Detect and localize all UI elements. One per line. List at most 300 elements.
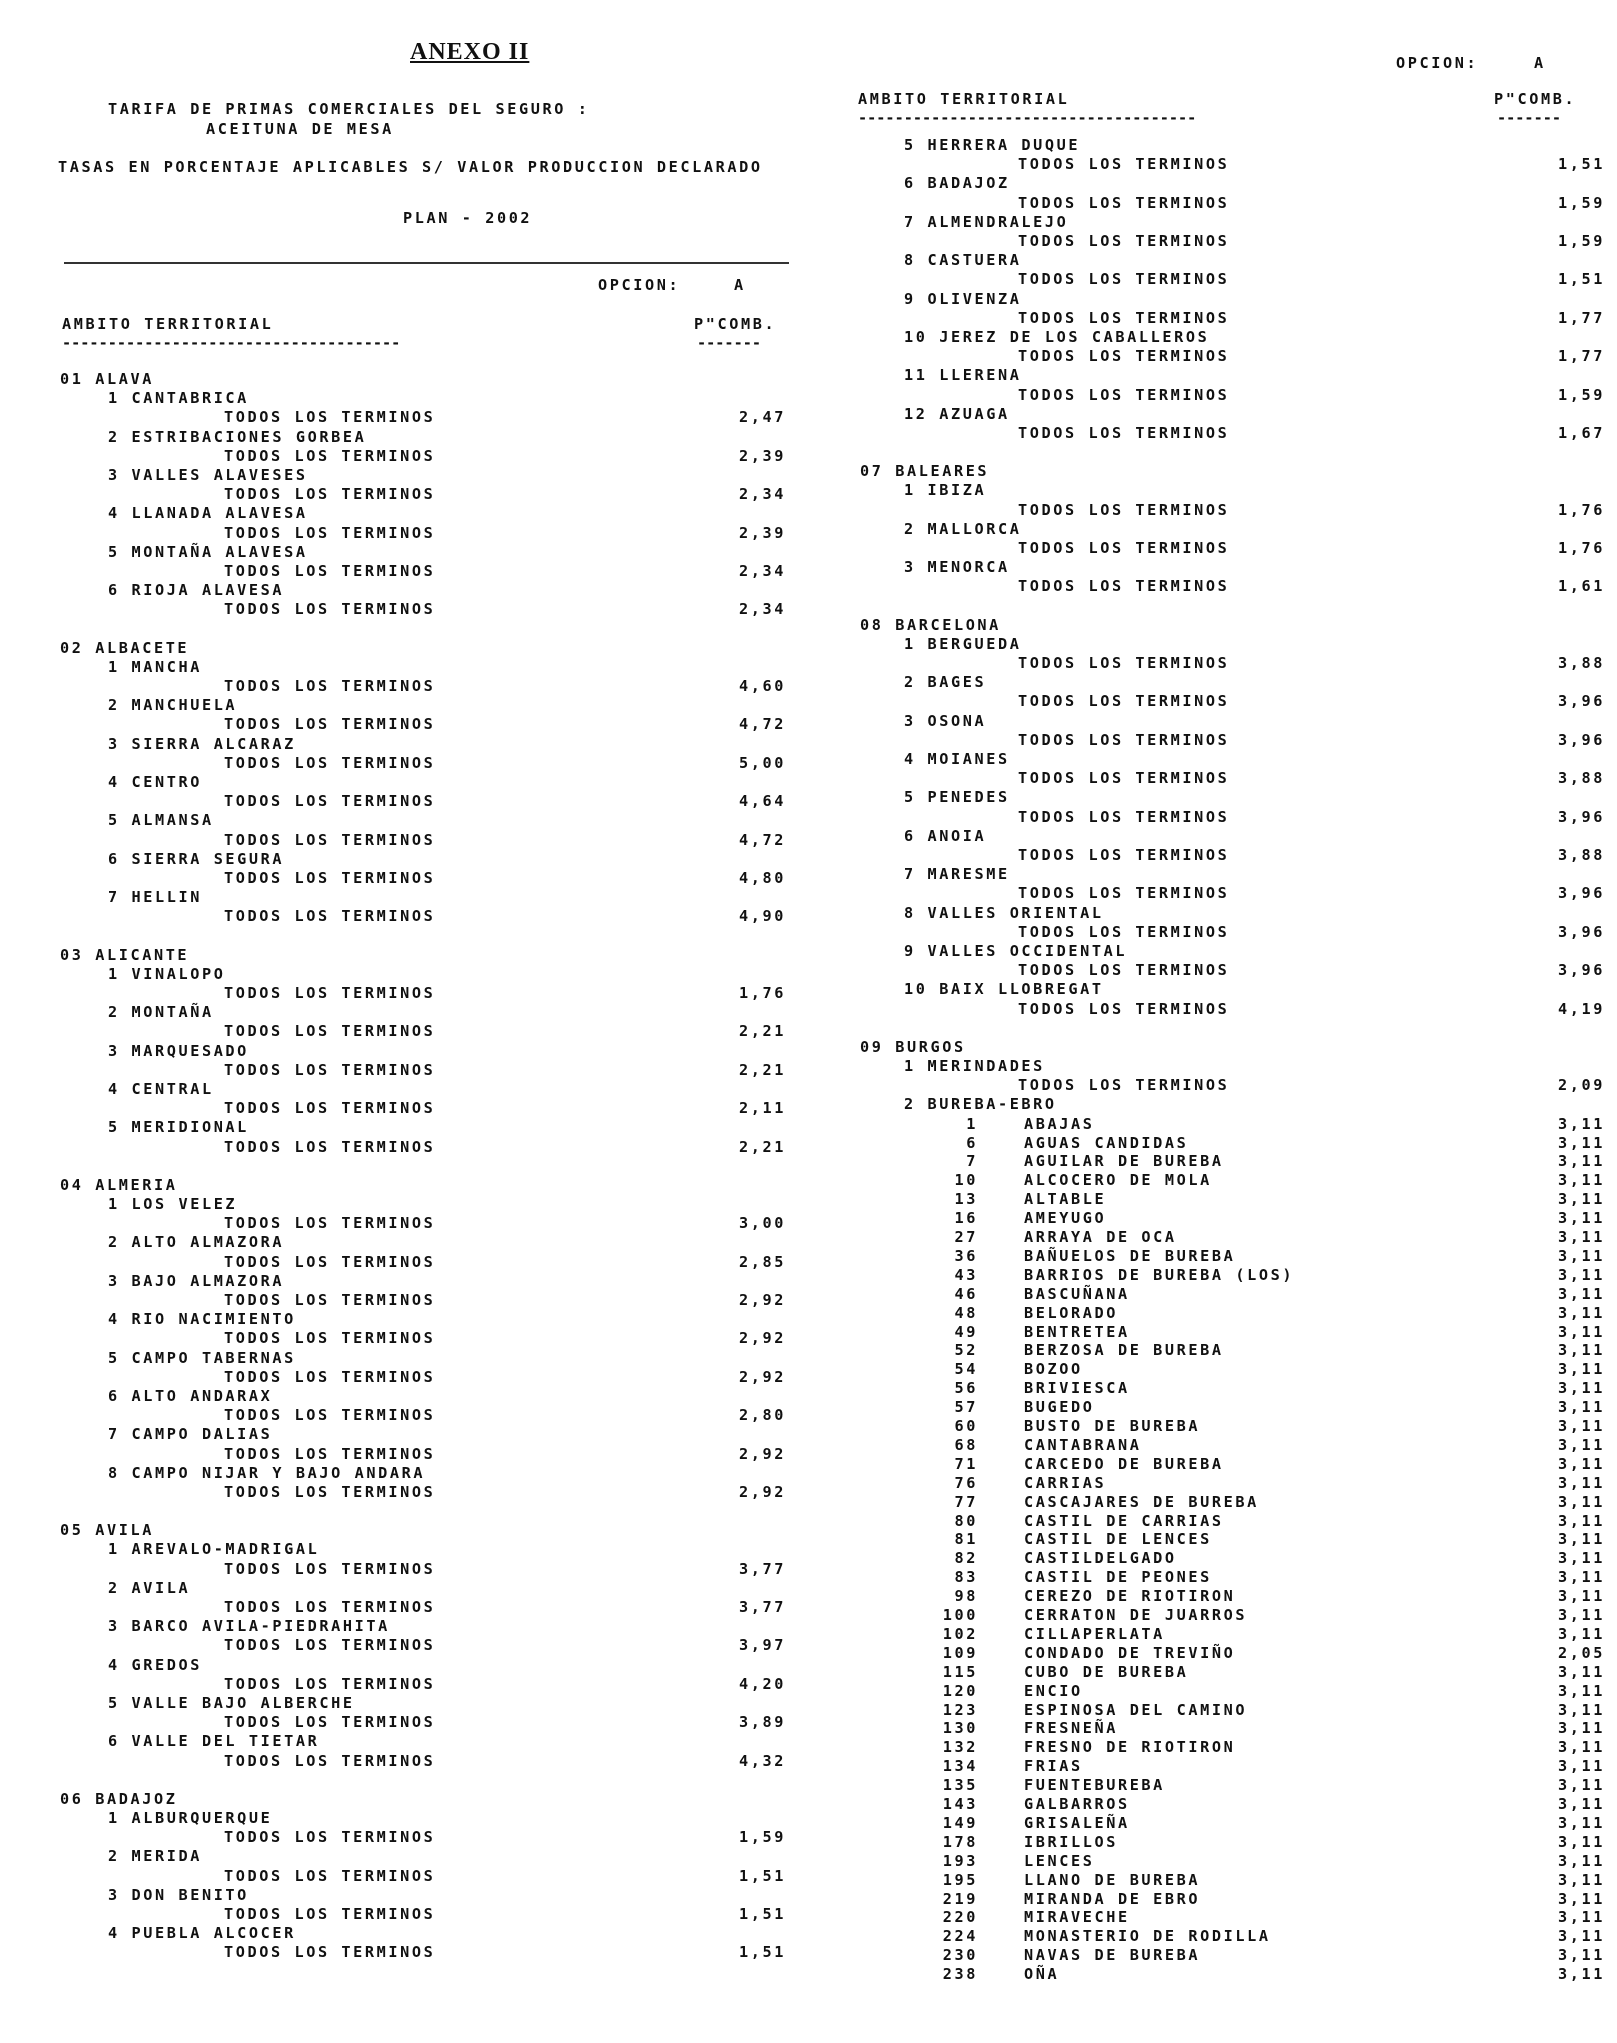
municipality-row — [800, 1285, 1617, 1304]
terminos-label: TODOS LOS TERMINOS — [224, 1252, 436, 1271]
comarca-name: 2 AVILA — [108, 1578, 191, 1597]
comarca-row — [0, 1118, 800, 1137]
rate-value: 3,96 — [1558, 692, 1605, 711]
rate-value: 2,11 — [739, 1099, 786, 1118]
subtitle: TASAS EN PORCENTAJE APLICABLES S/ VALOR PRODUCCION DECLARADO — [58, 158, 763, 176]
rate-value: 2,92 — [739, 1444, 786, 1463]
municipality-code: 80 — [954, 1511, 978, 1530]
rate-value: 3,11 — [1558, 1662, 1605, 1681]
rate-value: 3,11 — [1558, 1738, 1605, 1757]
comarca-name: 2 BAGES — [904, 673, 987, 692]
rate-value: 3,11 — [1558, 1303, 1605, 1322]
terminos-label: TODOS LOS TERMINOS — [1018, 654, 1230, 672]
rate-value: 3,11 — [1558, 1246, 1605, 1265]
municipality-code: 36 — [954, 1246, 978, 1265]
terminos-row — [0, 1329, 800, 1348]
comarca-name: 3 MARQUESADO — [108, 1041, 249, 1060]
comarca-name: 1 VINALOPO — [108, 964, 226, 983]
municipality-name: ALCOCERO DE MOLA — [1024, 1171, 1212, 1190]
rate-value: 3,11 — [1558, 1209, 1605, 1228]
terminos-row — [0, 1713, 800, 1732]
municipality-code: 224 — [942, 1927, 978, 1946]
terminos-label: TODOS LOS TERMINOS — [224, 600, 436, 619]
option-label-right: OPCION: — [1396, 54, 1479, 72]
municipality-code: 71 — [954, 1454, 978, 1473]
rate-value: 2,92 — [739, 1483, 786, 1501]
terminos-label: TODOS LOS TERMINOS — [224, 1406, 436, 1425]
comarca-name: 3 OSONA — [904, 711, 987, 730]
municipality-name: BERZOSA DE BUREBA — [1024, 1341, 1224, 1360]
rate-value: 3,89 — [739, 1713, 786, 1732]
rate-value: 1,51 — [739, 1905, 786, 1923]
terminos-label: TODOS LOS TERMINOS — [224, 408, 436, 427]
comarca-row — [0, 773, 800, 792]
rate-value: 3,11 — [1558, 1530, 1605, 1549]
column-header-comb-right: P"COMB. — [1494, 90, 1577, 108]
rate-value: 3,11 — [1558, 1851, 1605, 1870]
municipality-code: 82 — [954, 1549, 978, 1568]
rate-value: 2,09 — [1558, 1076, 1605, 1095]
comarca-row — [800, 942, 1617, 961]
province-row — [800, 1038, 1617, 1057]
municipality-code: 76 — [954, 1473, 978, 1492]
comarca-row — [800, 904, 1617, 923]
rate-value: 2,34 — [739, 600, 786, 619]
comarca-name: 2 MONTAÑA — [108, 1003, 214, 1022]
comarca-name: 3 VALLES ALAVESES — [108, 466, 308, 484]
province-row — [0, 370, 800, 389]
comarca-name: 1 CANTABRICA — [108, 389, 249, 408]
municipality-row — [800, 1190, 1617, 1209]
municipality-name: CASTIL DE PEONES — [1024, 1568, 1212, 1587]
comarca-name: 6 BADAJOZ — [904, 174, 1010, 193]
province-name: 09 BURGOS — [860, 1037, 966, 1056]
municipality-name: CASTILDELGADO — [1024, 1549, 1177, 1568]
comarca-name: 1 MANCHA — [108, 657, 202, 676]
municipality-name: FRESNEÑA — [1024, 1719, 1118, 1738]
municipality-name: BAÑUELOS DE BUREBA — [1024, 1246, 1236, 1265]
comarca-name: 4 GREDOS — [108, 1655, 202, 1674]
province-name: 05 AVILA — [60, 1521, 154, 1540]
terminos-row — [0, 1138, 800, 1157]
terminos-label: TODOS LOS TERMINOS — [224, 1636, 436, 1655]
municipality-code: 130 — [942, 1719, 978, 1738]
comarca-name: 2 ALTO ALMAZORA — [108, 1233, 285, 1252]
rate-value: 1,51 — [1558, 155, 1605, 174]
rate-value: 3,11 — [1558, 1379, 1605, 1398]
rate-value: 3,11 — [1558, 1190, 1605, 1209]
comarca-row — [0, 1694, 800, 1713]
rate-value: 3,11 — [1558, 1228, 1605, 1246]
comarca-row — [800, 405, 1617, 424]
terminos-label: TODOS LOS TERMINOS — [1018, 539, 1230, 557]
comarca-name: 2 MALLORCA — [904, 519, 1022, 538]
terminos-row — [0, 1828, 800, 1847]
municipality-row — [800, 1852, 1617, 1871]
municipality-row — [800, 1398, 1617, 1417]
terminos-row — [800, 692, 1617, 711]
rate-value: 3,11 — [1558, 1492, 1605, 1511]
rate-value: 4,60 — [739, 677, 786, 695]
comarca-name: 5 CAMPO TABERNAS — [108, 1348, 296, 1367]
rate-value: 1,59 — [1558, 385, 1605, 404]
municipality-row — [800, 1134, 1617, 1153]
terminos-row — [0, 1022, 800, 1041]
underline-comb-left: ------- — [697, 336, 762, 352]
municipality-code: 83 — [954, 1568, 978, 1587]
municipality-row — [800, 1701, 1617, 1720]
municipality-row — [800, 1814, 1617, 1833]
comarca-name: 4 CENTRO — [108, 773, 202, 791]
province-row — [0, 1790, 800, 1809]
comarca-name: 5 PENEDES — [904, 788, 1010, 807]
terminos-label: TODOS LOS TERMINOS — [224, 1060, 436, 1079]
terminos-label: TODOS LOS TERMINOS — [224, 1137, 436, 1156]
municipality-row — [800, 1474, 1617, 1493]
rate-value: 3,11 — [1558, 1473, 1605, 1492]
rate-value: 3,88 — [1558, 769, 1605, 788]
municipality-code: 238 — [942, 1965, 978, 1984]
comarca-row — [0, 543, 800, 562]
rate-value: 2,21 — [739, 1022, 786, 1041]
municipality-code: 6 — [966, 1133, 978, 1152]
municipality-code: 10 — [954, 1171, 978, 1190]
terminos-row — [800, 731, 1617, 750]
municipality-code: 1 — [966, 1114, 978, 1133]
municipality-code: 54 — [954, 1360, 978, 1379]
municipality-code: 143 — [942, 1795, 978, 1813]
terminos-label: TODOS LOS TERMINOS — [224, 1598, 436, 1616]
rate-value: 3,11 — [1558, 1265, 1605, 1284]
terminos-row — [0, 792, 800, 811]
option-label-left: OPCION: — [598, 276, 681, 294]
rate-value: 4,20 — [739, 1674, 786, 1693]
terminos-row — [0, 1867, 800, 1886]
terminos-label: TODOS LOS TERMINOS — [1018, 999, 1230, 1018]
title-line-2: ACEITUNA DE MESA — [206, 120, 394, 138]
terminos-label: TODOS LOS TERMINOS — [1018, 308, 1230, 327]
terminos-label: TODOS LOS TERMINOS — [224, 677, 436, 695]
comarca-name: 1 MERINDADES — [904, 1057, 1045, 1075]
municipality-row — [800, 1247, 1617, 1266]
rate-value: 3,11 — [1558, 1398, 1605, 1417]
terminos-label: TODOS LOS TERMINOS — [1018, 424, 1230, 442]
comarca-row — [0, 1464, 800, 1483]
municipality-row — [800, 1757, 1617, 1776]
terminos-row — [0, 485, 800, 504]
comarca-row — [0, 1349, 800, 1368]
comarca-row — [0, 696, 800, 715]
rate-value: 1,59 — [1558, 193, 1605, 212]
terminos-label: TODOS LOS TERMINOS — [224, 869, 436, 887]
comarca-row — [0, 1617, 800, 1636]
terminos-label: TODOS LOS TERMINOS — [1018, 961, 1230, 980]
municipality-row — [800, 1417, 1617, 1436]
comarca-name: 5 MERIDIONAL — [108, 1118, 249, 1137]
rate-value: 3,11 — [1558, 1587, 1605, 1606]
comarca-row — [800, 290, 1617, 309]
rate-value: 2,92 — [739, 1291, 786, 1309]
municipality-code: 43 — [954, 1265, 978, 1284]
comarca-name: 7 ALMENDRALEJO — [904, 212, 1069, 231]
terminos-row — [0, 447, 800, 466]
municipality-name: BELORADO — [1024, 1303, 1118, 1322]
comarca-row — [800, 788, 1617, 807]
terminos-row — [800, 347, 1617, 366]
province-name: 04 ALMERIA — [60, 1175, 178, 1194]
comarca-row — [800, 558, 1617, 577]
rate-value: 2,05 — [1558, 1643, 1605, 1662]
terminos-label: TODOS LOS TERMINOS — [224, 446, 436, 465]
comarca-row — [0, 735, 800, 754]
rate-value: 1,51 — [739, 1866, 786, 1885]
province-row — [0, 639, 800, 658]
comarca-row — [0, 1387, 800, 1406]
right-tariff-column — [800, 0, 1617, 2043]
terminos-label: TODOS LOS TERMINOS — [1018, 807, 1230, 826]
comarca-name: 8 VALLES ORIENTAL — [904, 903, 1104, 922]
rate-value: 3,11 — [1558, 1171, 1605, 1190]
municipality-row — [800, 1360, 1617, 1379]
comarca-row — [0, 1003, 800, 1022]
municipality-row — [800, 1682, 1617, 1701]
terminos-label: TODOS LOS TERMINOS — [224, 907, 436, 926]
municipality-code: 57 — [954, 1398, 978, 1417]
municipality-name: BUSTO DE BUREBA — [1024, 1417, 1201, 1435]
comarca-row — [0, 1847, 800, 1866]
terminos-row — [0, 869, 800, 888]
terminos-label: TODOS LOS TERMINOS — [224, 1444, 436, 1463]
comarca-row — [0, 1042, 800, 1061]
comarca-row — [800, 712, 1617, 731]
municipality-name: AMEYUGO — [1024, 1209, 1107, 1228]
comarca-name: 3 DON BENITO — [108, 1885, 249, 1904]
municipality-name: BASCUÑANA — [1024, 1284, 1130, 1303]
rate-value: 3,88 — [1558, 654, 1605, 672]
comarca-row — [800, 520, 1617, 539]
municipality-name: CUBO DE BUREBA — [1024, 1662, 1189, 1681]
terminos-label: TODOS LOS TERMINOS — [1018, 270, 1230, 289]
terminos-row — [0, 1675, 800, 1694]
comarca-row — [0, 581, 800, 600]
municipality-row — [800, 1776, 1617, 1795]
comarca-row — [800, 328, 1617, 347]
municipality-name: CASTIL DE LENCES — [1024, 1530, 1212, 1549]
comarca-name: 1 BERGUEDA — [904, 634, 1022, 653]
municipality-name: MIRAVECHE — [1024, 1908, 1130, 1927]
municipality-code: 102 — [942, 1624, 978, 1643]
comarca-row — [0, 1809, 800, 1828]
terminos-label: TODOS LOS TERMINOS — [1018, 155, 1230, 174]
municipality-code: 16 — [954, 1209, 978, 1228]
rate-value: 2,21 — [739, 1060, 786, 1079]
comarca-name: 6 RIOJA ALAVESA — [108, 581, 285, 600]
comarca-row — [0, 1886, 800, 1905]
rate-value: 3,11 — [1558, 1813, 1605, 1832]
municipality-row — [800, 1228, 1617, 1247]
comarca-row — [800, 251, 1617, 270]
rate-value: 3,11 — [1558, 1152, 1605, 1171]
annex-title: ANEXO II — [410, 39, 530, 65]
comarca-row — [800, 136, 1617, 155]
municipality-row — [800, 1323, 1617, 1342]
comarca-name: 11 LLERENA — [904, 366, 1022, 385]
municipality-code: 48 — [954, 1303, 978, 1322]
rate-value: 2,85 — [739, 1252, 786, 1271]
terminos-label: TODOS LOS TERMINOS — [224, 1866, 436, 1885]
rate-value: 4,32 — [739, 1751, 786, 1770]
terminos-row — [0, 1099, 800, 1118]
terminos-row — [800, 232, 1617, 251]
comarca-row — [800, 865, 1617, 884]
rate-value: 4,80 — [739, 869, 786, 887]
rate-value: 1,51 — [739, 1943, 786, 1962]
comarca-name: 4 RIO NACIMIENTO — [108, 1310, 296, 1329]
terminos-row — [0, 1943, 800, 1962]
terminos-row — [800, 769, 1617, 788]
province-row — [0, 946, 800, 965]
rate-value: 3,11 — [1558, 1700, 1605, 1719]
comarca-row — [0, 389, 800, 408]
comarca-name: 10 JEREZ DE LOS CABALLEROS — [904, 328, 1210, 346]
province-row — [0, 1176, 800, 1195]
comarca-row — [800, 174, 1617, 193]
rate-value: 3,11 — [1558, 1435, 1605, 1454]
municipality-name: BUGEDO — [1024, 1398, 1095, 1417]
comarca-name: 7 MARESME — [904, 865, 1010, 884]
terminos-label: TODOS LOS TERMINOS — [224, 1329, 436, 1348]
terminos-label: TODOS LOS TERMINOS — [1018, 884, 1230, 903]
comarca-row — [800, 750, 1617, 769]
comarca-name: 8 CAMPO NIJAR Y BAJO ANDARA — [108, 1463, 426, 1482]
municipality-row — [800, 1436, 1617, 1455]
terminos-row — [800, 194, 1617, 213]
terminos-row — [800, 386, 1617, 405]
rate-value: 1,67 — [1558, 424, 1605, 442]
rate-value: 4,19 — [1558, 999, 1605, 1018]
municipality-row — [800, 1530, 1617, 1549]
municipality-name: BENTRETEA — [1024, 1322, 1130, 1341]
comarca-name: 5 ALMANSA — [108, 811, 214, 830]
municipality-code: 115 — [942, 1662, 978, 1681]
comarca-name: 8 CASTUERA — [904, 251, 1022, 270]
terminos-label: TODOS LOS TERMINOS — [224, 1828, 436, 1847]
comarca-name: 3 BAJO ALMAZORA — [108, 1271, 285, 1290]
terminos-label: TODOS LOS TERMINOS — [224, 1943, 436, 1962]
terminos-row — [0, 1598, 800, 1617]
municipality-row — [800, 1455, 1617, 1474]
municipality-code: 193 — [942, 1851, 978, 1870]
rate-value: 1,77 — [1558, 347, 1605, 366]
comarca-row — [0, 504, 800, 523]
municipality-code: 149 — [942, 1813, 978, 1832]
underline-comb-right: ------- — [1497, 111, 1562, 127]
rate-value: 3,11 — [1558, 1965, 1605, 1984]
rate-value: 1,59 — [1558, 232, 1605, 250]
rate-value: 3,11 — [1558, 1511, 1605, 1530]
terminos-label: TODOS LOS TERMINOS — [1018, 232, 1230, 250]
municipality-name: BARRIOS DE BUREBA (LOS) — [1024, 1265, 1295, 1284]
comarca-name: 3 SIERRA ALCARAZ — [108, 734, 296, 753]
municipality-code: 195 — [942, 1870, 978, 1889]
rate-value: 3,11 — [1558, 1417, 1605, 1435]
terminos-label: TODOS LOS TERMINOS — [224, 830, 436, 849]
left-tariff-column — [0, 0, 800, 2043]
comarca-name: 9 OLIVENZA — [904, 289, 1022, 308]
comarca-name: 5 MONTAÑA ALAVESA — [108, 542, 308, 561]
rate-value: 3,97 — [739, 1636, 786, 1655]
municipality-code: 123 — [942, 1700, 978, 1719]
municipality-code: 230 — [942, 1946, 978, 1965]
terminos-row — [0, 754, 800, 773]
underline-ambito-right: ------------------------------------- — [858, 111, 1197, 127]
terminos-label: TODOS LOS TERMINOS — [1018, 922, 1230, 941]
terminos-label: TODOS LOS TERMINOS — [224, 523, 436, 542]
municipality-name: BRIVIESCA — [1024, 1379, 1130, 1398]
comarca-row — [0, 1732, 800, 1751]
municipality-name: CILLAPERLATA — [1024, 1624, 1165, 1643]
terminos-row — [0, 831, 800, 850]
municipality-code: 100 — [942, 1606, 978, 1624]
terminos-row — [0, 1291, 800, 1310]
rate-value: 1,76 — [1558, 500, 1605, 519]
municipality-row — [800, 1871, 1617, 1890]
rate-value: 1,61 — [1558, 577, 1605, 596]
municipality-name: IBRILLOS — [1024, 1832, 1118, 1851]
terminos-label: TODOS LOS TERMINOS — [224, 792, 436, 811]
municipality-name: MONASTERIO DE RODILLA — [1024, 1927, 1271, 1946]
municipality-code: 27 — [954, 1228, 978, 1246]
plan-label: PLAN - 2002 — [403, 209, 533, 227]
terminos-row — [0, 677, 800, 696]
rate-value: 3,11 — [1558, 1133, 1605, 1152]
municipality-name: FUENTEBUREBA — [1024, 1776, 1165, 1795]
terminos-label: TODOS LOS TERMINOS — [1018, 500, 1230, 519]
comarca-row — [0, 1195, 800, 1214]
terminos-label: TODOS LOS TERMINOS — [224, 1022, 436, 1041]
comarca-row — [800, 635, 1617, 654]
rate-value: 3,00 — [739, 1214, 786, 1233]
rate-value: 3,96 — [1558, 922, 1605, 941]
municipality-row — [800, 1304, 1617, 1323]
comarca-row — [0, 1233, 800, 1252]
municipality-code: 120 — [942, 1681, 978, 1700]
comarca-row — [800, 1095, 1617, 1114]
municipality-name: CERRATON DE JUARROS — [1024, 1606, 1248, 1624]
rate-value: 4,72 — [739, 830, 786, 849]
rate-value: 3,11 — [1558, 1549, 1605, 1568]
terminos-row — [0, 715, 800, 734]
rate-value: 4,72 — [739, 715, 786, 734]
terminos-label: TODOS LOS TERMINOS — [224, 1713, 436, 1732]
comarca-name: 6 VALLE DEL TIETAR — [108, 1732, 320, 1751]
rate-value: 1,76 — [1558, 539, 1605, 557]
comarca-row — [800, 827, 1617, 846]
rate-value: 2,21 — [739, 1137, 786, 1156]
terminos-row — [800, 846, 1617, 865]
terminos-row — [0, 1483, 800, 1502]
terminos-label: TODOS LOS TERMINOS — [224, 753, 436, 772]
comarca-row — [800, 1057, 1617, 1076]
rate-value: 3,11 — [1558, 1927, 1605, 1946]
municipality-name: OÑA — [1024, 1965, 1060, 1984]
rate-value: 3,11 — [1558, 1757, 1605, 1776]
municipality-code: 49 — [954, 1322, 978, 1341]
rate-value: 3,11 — [1558, 1889, 1605, 1908]
terminos-row — [800, 808, 1617, 827]
comarca-row — [800, 673, 1617, 692]
rate-value: 3,11 — [1558, 1624, 1605, 1643]
